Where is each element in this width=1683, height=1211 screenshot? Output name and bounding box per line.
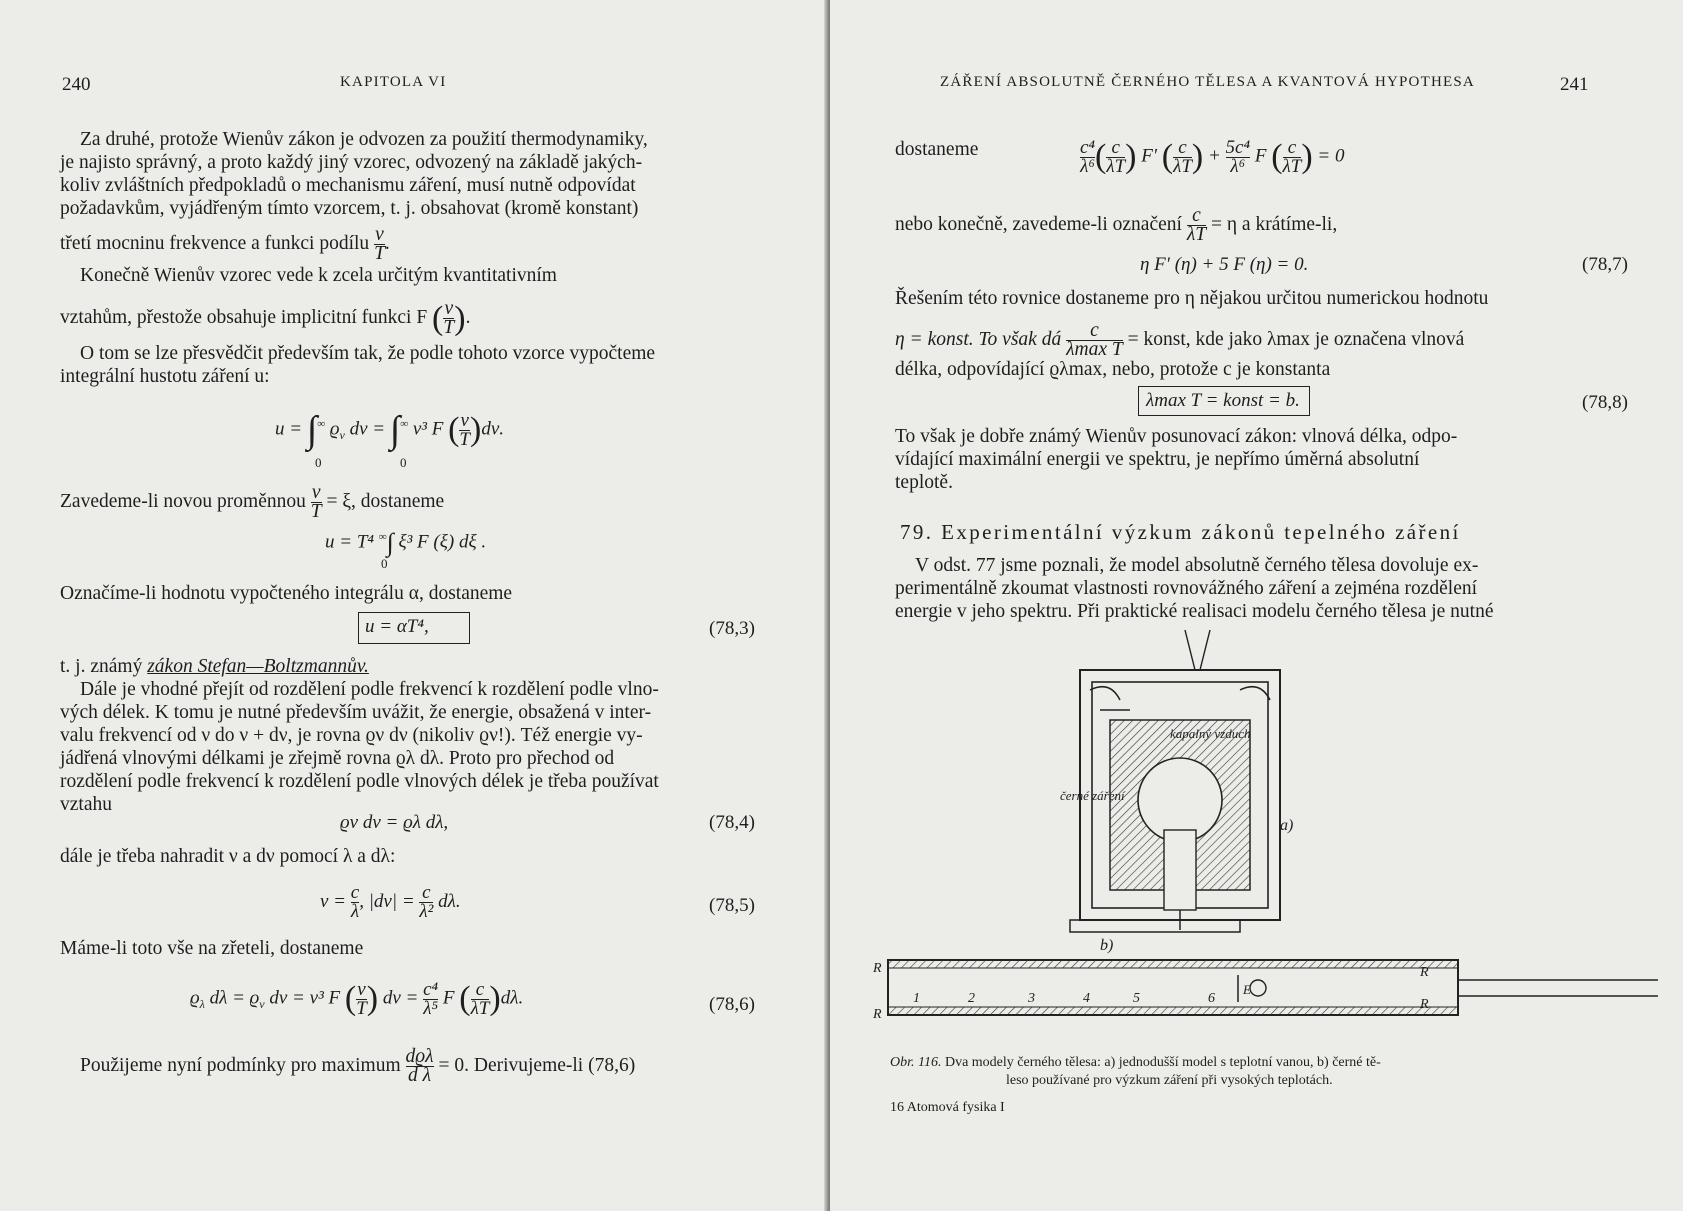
paragraph-line: vých délek. K tomu je nutné především uvážit, že energie, obsažená v inter- — [60, 702, 652, 723]
label-number: 1 — [913, 991, 920, 1006]
running-head-right: ZÁŘENÍ ABSOLUTNĚ ČERNÉHO TĚLESA A KVANTOVÁ HYPOTHESA — [940, 74, 1475, 90]
paragraph-line: Označíme-li hodnotu vypočteného integrálu α, dostaneme — [60, 583, 513, 604]
label-a: a) — [1280, 817, 1294, 834]
paragraph-line: η = konst. To však dá $\frac{c}{\text{λmax T}}$ = konst, kde jako λmax je označena vlnová — [895, 320, 1465, 360]
label-black-radiation: černé záření — [1060, 788, 1125, 803]
figure-caption-line: Obr. 116. Dva modely černého tělesa: a) jednodušší model s teplotní vanou, b) černé tě- — [890, 1055, 1381, 1070]
equation-derivative: $\frac{\text{c⁴}}{\text{λ⁶}}$ ( $\frac{c}{\lambda T}$ ) F′ ( $\frac{c}{\lambda T}$ ) + $\frac{\text{5c⁴}}{\text{λ⁶}}$ F ( $\frac{c}{\lambda T}$ ) = 0 — [1080, 136, 1345, 177]
paragraph-line: délka, odpovídající ϱλmax, nebo, protože c je konstanta — [895, 359, 1331, 380]
paragraph-line: koliv zvláštních předpokladů o mechanismu záření, musí nutně odpovídat — [60, 175, 636, 196]
model-a-diagram — [1070, 630, 1280, 932]
label-E: E — [1243, 982, 1251, 997]
paragraph-line: energie v jeho spektru. Při praktické realisaci modelu černého tělesa je nutné — [895, 601, 1494, 622]
equation-number: (78,3) — [709, 618, 755, 639]
equation-78-7: η F′ (η) + 5 F (η) = 0. — [1140, 254, 1309, 275]
paragraph-line: třetí mocninu frekvence a funkci podílu $\frac{\nu}{T}$ . — [60, 224, 390, 264]
paragraph-line: valu frekvencí od ν do ν + dν, je rovna ϱν dν (nikoliv ϱν!). Též energie vy- — [60, 725, 643, 746]
equation-number: (78,8) — [1582, 392, 1628, 413]
label-number: 3 — [1028, 991, 1035, 1006]
label-number: 5 — [1133, 991, 1140, 1006]
equation-u-xi: u = T⁴ ∞∫ ξ³ F (ξ) dξ . — [325, 528, 487, 557]
paragraph-line: Máme-li toto vše na zřeteli, dostaneme — [60, 938, 364, 959]
label-R: R — [1420, 965, 1429, 980]
equation-78-8: λmax T = konst = b. — [1146, 390, 1300, 411]
equation-number: (78,4) — [709, 812, 755, 833]
paragraph-line: je najisto správný, a proto každý jiný vzorec, odvozený na základě jakých- — [60, 152, 643, 173]
label-number: 2 — [968, 991, 975, 1006]
paragraph-line: Konečně Wienův vzorec vede k zcela určitým kvantitativním — [80, 265, 557, 286]
paragraph-line: V odst. 77 jsme poznali, že model absolutně černého tělesa dovoluje ex- — [915, 555, 1479, 576]
figure-model-b — [868, 950, 1668, 1030]
paragraph-line: Dále je vhodné přejít od rozdělení podle frekvencí k rozdělení podle vlno- — [80, 679, 659, 700]
section-heading: 79. Experimentální výzkum zákonů tepelného záření — [900, 520, 1461, 544]
paragraph-line: teplotě. — [895, 472, 953, 493]
lower-limit: 0 — [400, 455, 407, 470]
page-footer: 16 Atomová fysika I — [890, 1100, 1005, 1115]
paragraph-line: požadavkům, vyjádřeným tímto vzorcem, t. j. obsahovat (kromě konstant) — [60, 198, 639, 219]
lower-limit: 0 — [381, 556, 388, 571]
paragraph-line: integrální hustotu záření u: — [60, 366, 270, 387]
paragraph-line: nebo konečně, zavedeme-li označení $\frac{c}{\lambda T}$ = η a krátíme-li, — [895, 205, 1338, 245]
label-R: R — [873, 961, 882, 976]
equation-number: (78,5) — [709, 895, 755, 916]
paragraph-line: jádřená vlnovými délkami je zřejmě rovna ϱλ dλ. Proto pro přechod od — [60, 748, 615, 769]
paragraph-line: dostaneme — [895, 139, 979, 160]
paragraph-line: vztahu — [60, 794, 112, 815]
paragraph-line: t. j. známý zákon Stefan—Boltzmannův. — [60, 656, 369, 677]
paragraph-line: vídající maximální energii ve spektru, je nepřímo úměrná absolutní — [895, 449, 1420, 470]
paragraph-line: vztahům, přestože obsahuje implicitní funkci F ( $\frac{\nu}{T}$ ). — [60, 298, 471, 338]
running-head-left: KAPITOLA VI — [340, 74, 447, 90]
paragraph-line: perimentálně zkoumat vlastnosti rovnovážného záření a zejména rozdělení — [895, 578, 1478, 599]
equation-78-3: u = αT⁴, — [365, 616, 429, 637]
equation-78-4: ϱν dν = ϱλ dλ, — [340, 812, 449, 833]
equation-number: (78,6) — [709, 994, 755, 1015]
paragraph-line: Použijeme nyní podmínky pro maximum $\frac{\text{dϱλ}}{\text{d λ}}$ = 0. Derivujeme-li (78,6) — [80, 1046, 636, 1086]
label-b: b) — [1100, 937, 1114, 954]
equation-78-6: $ϱ_\lambda$ $d\lambda = ϱ_\nu$ dν = ν³ F ( $\frac{\nu}{T}$ ) dν = $\frac{\text{c⁴}}{\text{λ⁵}}$ F ( $\frac{c}{\lambda T}$ )dλ. — [190, 978, 524, 1019]
paragraph-line: rozdělení podle frekvencí k rozdělení podle vlnových délek je třeba používat — [60, 771, 659, 792]
label-R: R — [873, 1007, 882, 1022]
fraction-nu-T: $\frac{\nu}{T}$ — [374, 224, 385, 264]
page-number-right: 241 — [1560, 74, 1589, 95]
paragraph-line: Řešením této rovnice dostaneme pro η nějakou určitou numerickou hodnotu — [895, 288, 1489, 309]
page-number-left: 240 — [62, 74, 91, 95]
paragraph-line: To však je dobře známý Wienův posunovací zákon: vlnová délka, odpo- — [895, 426, 1458, 447]
left-page — [0, 0, 828, 1211]
label-R: R — [1420, 997, 1429, 1012]
right-page — [830, 0, 1683, 1211]
equation-u-integral: u = ∫∞ $ϱ_\nu$ dν = ∫∞ ν³ F ( $\frac{\nu}{T}$ )dν. — [275, 409, 505, 451]
paragraph-line: Za druhé, protože Wienův zákon je odvozen za použití thermodynamiky, — [80, 129, 648, 150]
label-number: 4 — [1083, 991, 1090, 1006]
paragraph-line: Zavedeme-li novou proměnnou $\frac{\nu}{T}$ = ξ, dostaneme — [60, 482, 445, 522]
label-liquid-air: kapalný vzduch — [1170, 726, 1251, 741]
label-number: 6 — [1208, 991, 1215, 1006]
figure-caption-line: leso používané pro výzkum záření při vysokých teplotách. — [1006, 1073, 1333, 1088]
equation-number: (78,7) — [1582, 254, 1628, 275]
lower-limit: 0 — [315, 455, 322, 470]
paragraph-line: O tom se lze přesvědčit především tak, že podle tohoto vzorce vypočteme — [80, 343, 656, 364]
paragraph-line: dále je třeba nahradit ν a dν pomocí λ a dλ: — [60, 846, 396, 867]
equation-78-5: ν = $\frac{c}{\lambda}$ , |dν| = $\frac{c}{\text{λ²}}$ dλ. — [320, 882, 461, 922]
